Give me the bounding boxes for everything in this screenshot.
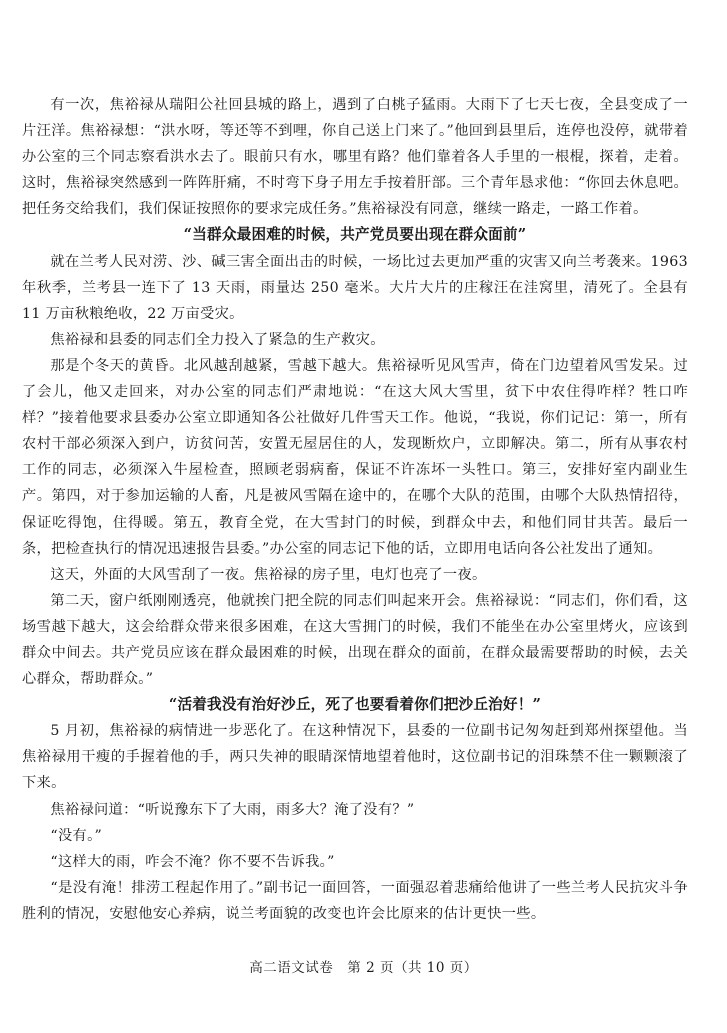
paragraph: 第二天，窗户纸刚刚透亮，他就挨门把全院的同志们叫起来开会。焦裕禄说：“同志们，你们看，这场雪越下越大，这会给群众带来很多困难，在这大雪拥门的时候，我们不能坐在办公室里烤火，应该到群众中间去。共产党员应该在群众最困难的时候，出现在群众的面前，在群众最需要帮助的时候，去关心群众，帮助群众。” bbox=[22, 592, 688, 688]
paragraph: 5 月初，焦裕禄的病情进一步恶化了。在这种情况下，县委的一位副书记匆匆赶到郑州探望他。当焦裕禄用干瘦的手握着他的手，两只失神的眼睛深情地望着他时，这位副书记的泪珠禁不住一颗颗滚了下来。 bbox=[22, 723, 688, 792]
paragraph: 有一次，焦裕禄从瑞阳公社回县城的路上，遇到了白桃子猛雨。大雨下了七天七夜，全县变成了一片汪洋。焦裕禄想：“洪水呀，等还等不到哩，你自己送上门来了。”他回到县里后，连停也没停，就带着办公室的三个同志察看洪水去了。眼前只有水，哪里有路？他们靠着各人手里的一根棍，探着，走着。这时，焦裕禄突然感到一阵阵肝痛，不时弯下身子用左手按着肝部。三个青年恳求他：“你回去休息吧。把任务交给我们，我们保证按照你的要求完成任务。”焦裕禄没有同意，继续一路走，一路工作着。 bbox=[22, 97, 688, 218]
paragraph: “没有。” bbox=[50, 827, 103, 844]
paragraph: 焦裕禄和县委的同志们全力投入了紧急的生产救灾。 bbox=[50, 331, 385, 348]
paragraph: “这样大的雨，咋会不淹？你不要不告诉我。” bbox=[50, 853, 335, 870]
section-heading: “活着我没有治好沙丘，死了也要看着你们把沙丘治好！” bbox=[168, 696, 542, 714]
section-heading: “当群众最困难的时候，共产党员要出现在群众面前” bbox=[183, 226, 527, 244]
paragraph: “是没有淹！排涝工程起作用了。”副书记一面回答，一面强忍着悲痛给他讲了一些兰考人民抗灾斗争胜利的情况，安慰他安心养病，说兰考面貌的改变也许会比原来的估计更快一些。 bbox=[22, 879, 688, 922]
paragraph: 那是个冬天的黄昏。北风越刮越紧，雪越下越大。焦裕禄听见风雪声，倚在门边望着风雪发呆。过了会儿，他又走回来，对办公室的同志们严肃地说：“在这大风大雪里，贫下中农住得咋样？牲口咋样？”接着他要求县委办公室立即通知各公社做好几件雪天工作。他说，“我说，你们记记：第一，所有农村干部必须深入到户，访贫问苦，安置无屋居住的人，发现断炊户，立即解决。第二，所有从事农村工作的同志，必须深入牛屋检查，照顾老弱病畜，保证不许冻坏一头牲口。第三，安排好室内副业生产。第四，对于参加运输的人畜，凡是被风雪隔在途中的，在哪个大队的范围，由哪个大队热情招待，保证吃得饱，住得暖。第五，教育全党，在大雪封门的时候，到群众中去，和他们同甘共苦。最后一条，把检查执行的情况迅速报告县委。”办公室的同志记下他的话，立即用电话向各公社发出了通知。 bbox=[22, 357, 688, 557]
article-body bbox=[22, 92, 688, 927]
page-footer: 高二语文试卷 第 2 页（共 10 页） bbox=[249, 960, 478, 976]
paragraph: 就在兰考人民对涝、沙、碱三害全面出击的时候，一场比过去更加严重的灾害又向兰考袭来。1963 年秋季，兰考县一连下了 13 天雨，雨量达 250 毫米。大片大片的庄稼汪在洼窝里，清死了。全县有 11 万亩秋粮绝收，22 万亩受灾。 bbox=[22, 253, 688, 322]
paragraph: 这天，外面的大风雪刮了一夜。焦裕禄的房子里，电灯也亮了一夜。 bbox=[50, 566, 487, 583]
paragraph: 焦裕禄问道：“听说豫东下了大雨，雨多大？淹了没有？” bbox=[50, 801, 415, 818]
